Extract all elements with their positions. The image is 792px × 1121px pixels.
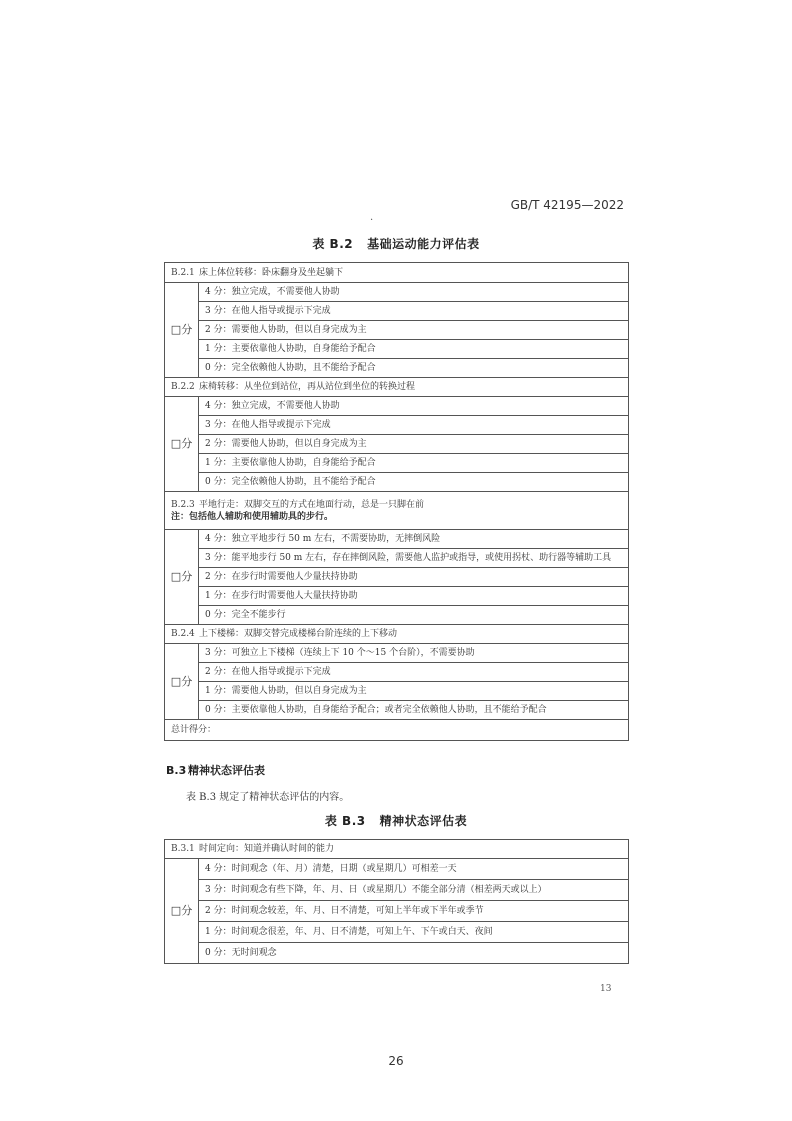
option-item: 2 分：需要他人协助，但以自身完成为主 xyxy=(199,435,629,454)
section-b3-heading: B.3 精神状态评估表 xyxy=(166,764,265,777)
table-b2-caption-label: 表 B.2 xyxy=(312,237,354,251)
option-item: 4 分：独立完成，不需要他人协助 xyxy=(199,397,629,416)
score-box[interactable]: □分 xyxy=(165,859,199,964)
table-row: B.2.2 床椅转移：从坐位到站位，再从站位到坐位的转换过程 xyxy=(165,378,629,397)
option-item: 1 分：主要依靠他人协助，自身能给予配合 xyxy=(199,454,629,473)
table-b3-caption-label: 表 B.3 xyxy=(324,814,366,828)
table-b3-caption xyxy=(0,812,792,829)
table-row: B.2.1 床上体位转移：卧床翻身及坐起躺下 xyxy=(165,263,629,283)
stray-mark: . xyxy=(370,212,374,223)
table-b2-caption-title: 基础运动能力评估表 xyxy=(367,237,480,251)
option-item: 1 分：主要依靠他人协助，自身能给予配合 xyxy=(199,340,629,359)
inner-page-number: 13 xyxy=(600,984,612,994)
option-item: 4 分：时间观念（年、月）清楚，日期（或星期几）可相差一天 xyxy=(199,859,629,880)
option-item: 0 分：完全依赖他人协助，且不能给予配合 xyxy=(199,359,629,378)
option-item: 4 分：独立完成，不需要他人协助 xyxy=(199,283,629,302)
table-b2 xyxy=(164,262,629,741)
option-item: 2 分：时间观念较差，年、月、日不清楚，可知上半年或下半年或季节 xyxy=(199,901,629,922)
option-item: 1 分：在步行时需要他人大量扶持协助 xyxy=(199,587,629,606)
score-box[interactable]: □分 xyxy=(165,283,199,378)
table-row: B.3.1 时间定向：知道并确认时间的能力 xyxy=(165,840,629,859)
score-box[interactable]: □分 xyxy=(165,530,199,625)
score-box[interactable]: □分 xyxy=(165,644,199,720)
option-item: 3 分：可独立上下楼梯（连续上下 10 个～15 个台阶），不需要协助 xyxy=(199,644,629,663)
option-item: 1 分：时间观念很差，年、月、日不清楚，可知上午、下午或白天、夜间 xyxy=(199,922,629,943)
option-item: 1 分：需要他人协助，但以自身完成为主 xyxy=(199,682,629,701)
option-item: 2 分：需要他人协助，但以自身完成为主 xyxy=(199,321,629,340)
section-b3-paragraph: 表 B.3 规定了精神状态评估的内容。 xyxy=(186,792,350,803)
table-b3 xyxy=(164,839,629,964)
option-item: 0 分：完全依赖他人协助，且不能给予配合 xyxy=(199,473,629,492)
table-b3-caption-title: 精神状态评估表 xyxy=(379,814,468,828)
option-item: 0 分：主要依靠他人协助，自身能给予配合；或者完全依赖他人协助，且不能给予配合 xyxy=(199,701,629,720)
option-item: 2 分：在他人指导或提示下完成 xyxy=(199,663,629,682)
option-item: 3 分：在他人指导或提示下完成 xyxy=(199,416,629,435)
standard-code: GB/T 42195—2022 xyxy=(510,198,624,212)
option-item: 0 分：无时间观念 xyxy=(199,943,629,964)
option-item: 2 分：在步行时需要他人少量扶持协助 xyxy=(199,568,629,587)
option-item: 3 分：时间观念有些下降，年、月、日（或星期几）不能全部分清（相差两天或以上） xyxy=(199,880,629,901)
option-item: 4 分：独立平地步行 50 m 左右，不需要协助，无摔倒风险 xyxy=(199,530,629,549)
page-number: 26 xyxy=(388,1054,404,1068)
table-note: 注：包括他人辅助和使用辅助具的步行。 xyxy=(171,511,334,522)
total-score[interactable]: 总计得分： xyxy=(165,720,629,741)
table-row: B.2.4 上下楼梯：双脚交替完成楼梯台阶连续的上下移动 xyxy=(165,625,629,644)
table-b2-caption xyxy=(0,235,792,252)
table-row: B.2.3 平地行走：双脚交互的方式在地面行动，总是一只脚在前 注：包括他人辅助和使用辅助具的步行。 xyxy=(165,492,629,530)
option-item: 3 分：在他人指导或提示下完成 xyxy=(199,302,629,321)
option-item: 3 分：能平地步行 50 m 左右，存在摔倒风险，需要他人监护或指导，或使用拐杖、助行器等辅助工具 xyxy=(199,549,629,568)
score-box[interactable]: □分 xyxy=(165,397,199,492)
option-item: 0 分：完全不能步行 xyxy=(199,606,629,625)
